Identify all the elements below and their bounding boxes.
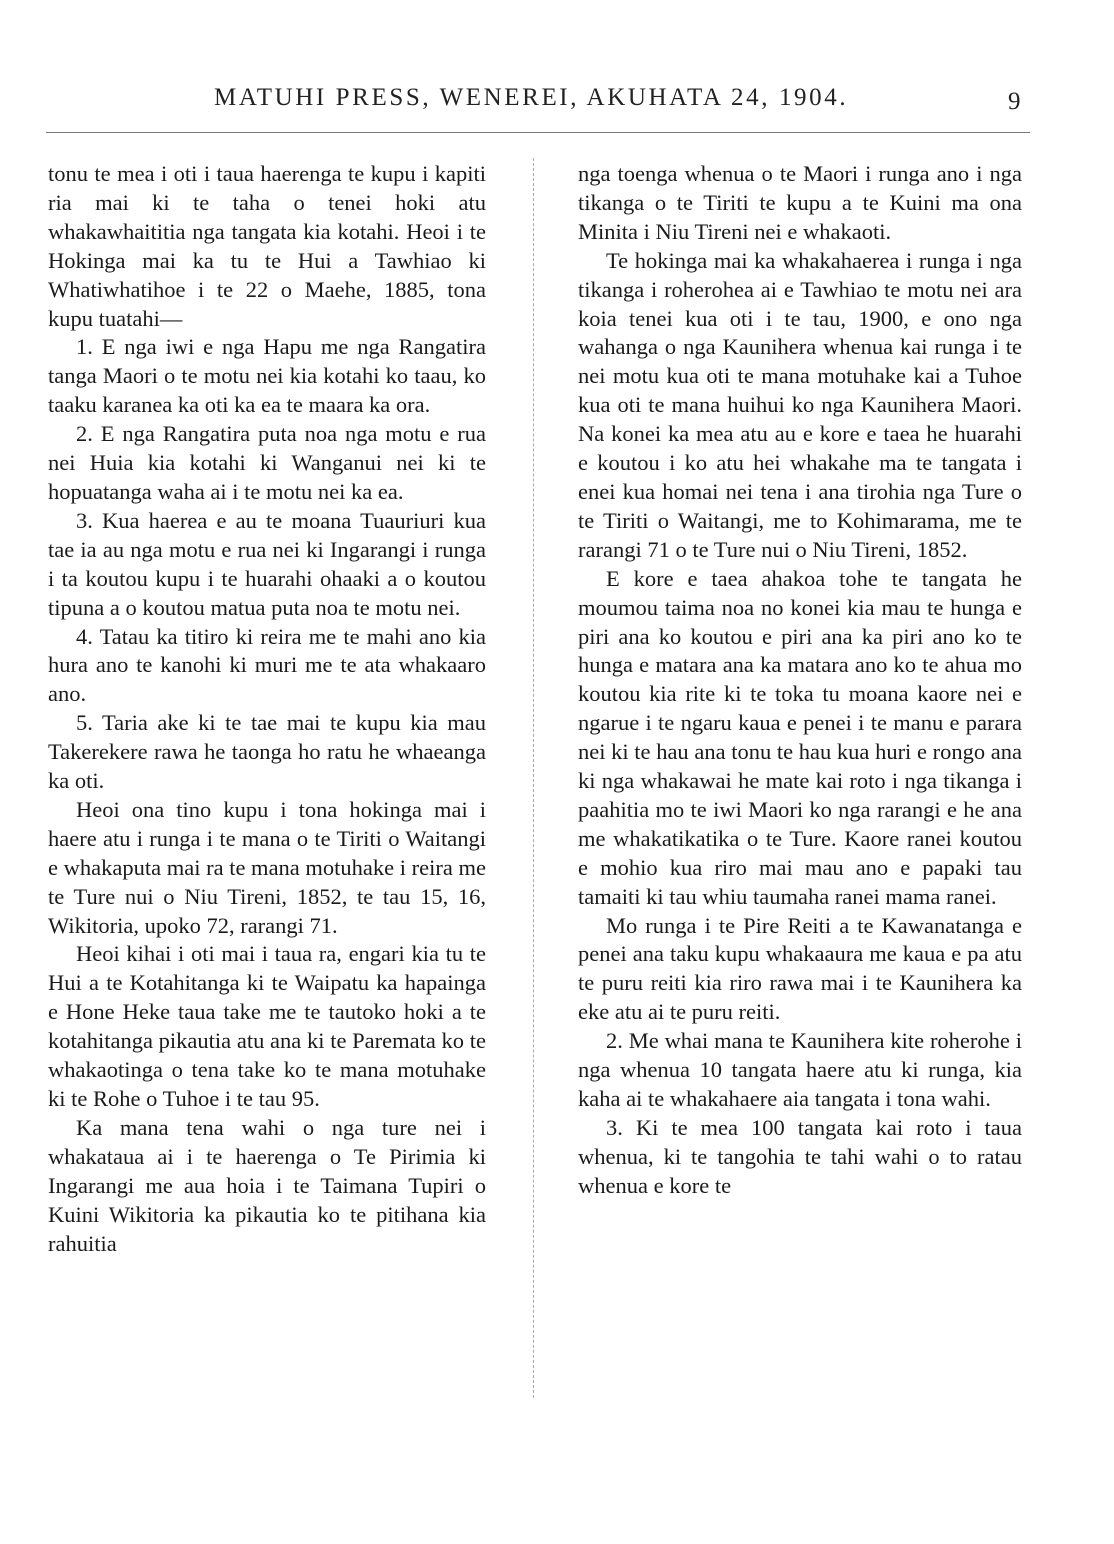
header-rule bbox=[46, 132, 1030, 133]
right-paragraph-3: E kore e taea ahakoa tohe te tangata he moumou taima noa no konei kia mau te hunga e piri ana ko koutou e piri ana ka piri ano ko te hunga e matara ana ka matara ano ko te ahua mo koutou kia rite ki te toka tu moana kaore nei e ngarue i te ngaru kaua e penei i te manu e parara nei ki te hau ana tonu te hau kua huri e rongo ana ki nga whakawai he mate kai roto i nga tikanga i paahitia mo te iwi Maori ko nga rarangi e he ana me whakatikatika o te Ture. Kaore ranei koutou e mohio kua riro mai mau ano e papaki tau tamaiti ki tau whiu taumaha ranei mama ranei. bbox=[578, 565, 1022, 909]
left-paragraph-8: Heoi kihai i oti mai i taua ra, engari kia tu te Hui a te Kotahitanga ki te Waipatu ka hapainga e Hone Heke taua take me te tautoko hoki a te kotahitanga pikautia atu ana ki te Paremata ko te whakaotinga o tena take ko te mana motuhake ki te Rohe o Tuhoe i te tau 95. bbox=[48, 941, 486, 1111]
page-number: 9 bbox=[1008, 88, 1021, 115]
right-paragraph-4: Mo runga i te Pire Reiti a te Kawanatanga e penei ana taku kupu whakaaura me kaua e pa atu te puru reiti kia riro rawa mai i te Kaunihera ka eke atu ai te puru reiti. bbox=[578, 912, 1022, 1025]
right-paragraph-2: Te hokinga mai ka whakahaerea i runga i nga tikanga i roherohea ai e Tawhiao te motu nei ara koia tenei kua oti i te tau, 1900, e ono nga wahanga o nga Kaunihera whenua kai runga i te nei motu kua oti te mana motuhake kai a Tuhoe kua oti te mana huihui ko nga Kaunihera Maori. Na konei ka mea atu au e kore e taea he huarahi e koutou i ko atu hei whakahe ma te tangata i enei kua homai nei tena i ana tirohia nga Ture o te Tiriti o Waitangi, me to Kohimarama, me te rarangi 71 o te Ture nui o Niu Tireni, 1852. bbox=[578, 247, 1022, 562]
newspaper-header-title: MATUHI PRESS, WENEREI, AKUHATA 24, 1904. bbox=[214, 84, 849, 111]
left-paragraph-3: 2. E nga Rangatira puta noa nga motu e rua nei Huia kia kotahi ki Wanganui nei ki te hopuatanga waha ai i te motu nei ka ea. bbox=[48, 421, 486, 504]
right-paragraph-1: nga toenga whenua o te Maori i runga ano i nga tikanga o te Tiriti te kupu a te Kuini ma ona Minita i Niu Tireni nei e whakaoti. bbox=[578, 161, 1022, 244]
column-divider bbox=[533, 158, 534, 1398]
left-paragraph-6: 5. Taria ake ki te tae mai te kupu kia mau Takerekere rawa he taonga ho ratu he whaeanga ka oti. bbox=[48, 710, 486, 794]
right-paragraph-5: 2. Me whai mana te Kaunihera kite roherohe i nga whenua 10 tangata haere atu ki runga, kia kaha ai te whakahaere aia tangata i tona wahi. bbox=[578, 1028, 1022, 1111]
right-column bbox=[578, 160, 1022, 1201]
left-paragraph-4: 3. Kua haerea e au te moana Tuauriuri kua tae ia au nga motu e rua nei ki Ingarangi i runga i ta koutou kupu i te huarahi ohaaki a o koutou tipuna a o koutou matua puta noa te motu nei. bbox=[48, 507, 486, 620]
left-column bbox=[48, 160, 486, 1258]
page-header bbox=[0, 84, 1114, 124]
left-paragraph-2: 1. E nga iwi e nga Hapu me nga Rangatira tanga Maori o te motu nei kia kotahi ko taau, ko taaku karanea ka oti ka ea te maara ka ora. bbox=[48, 334, 486, 418]
left-paragraph-9: Ka mana tena wahi o nga ture nei i whakataua ai i te haerenga o Te Pirimia ki Ingarangi me aua hoia i te Taimana Tupiri o Kuini Wikitoria ka pikautia ko te pitihana kia rahuitia bbox=[48, 1114, 486, 1256]
left-paragraph-5: 4. Tatau ka titiro ki reira me te mahi ano kia hura ano te kanohi ki muri me te ata whakaaro ano. bbox=[48, 623, 486, 707]
left-paragraph-1: tonu te mea i oti i taua haerenga te kupu i kapiti ria mai ki te taha o tenei hoki atu whakawhaititia nga tangata kia kotahi. Heoi i te Hokinga mai ka tu te Hui a Tawhiao ki Whatiwhatihoe i te 22 o Maehe, 1885, tona kupu tuatahi— bbox=[48, 161, 486, 331]
left-paragraph-7: Heoi ona tino kupu i tona hokinga mai i haere atu i runga i te mana o te Tiriti o Waitangi e whakaputa mai ra te mana motuhake i reira me te Ture nui o Niu Tireni, 1852, te tau 15, 16, Wikitoria, upoko 72, rarangi 71. bbox=[48, 796, 486, 938]
right-paragraph-6: 3. Ki te mea 100 tangata kai roto i taua whenua, ki te tangohia te tahi wahi o to ratau whenua e kore te bbox=[578, 1114, 1022, 1198]
